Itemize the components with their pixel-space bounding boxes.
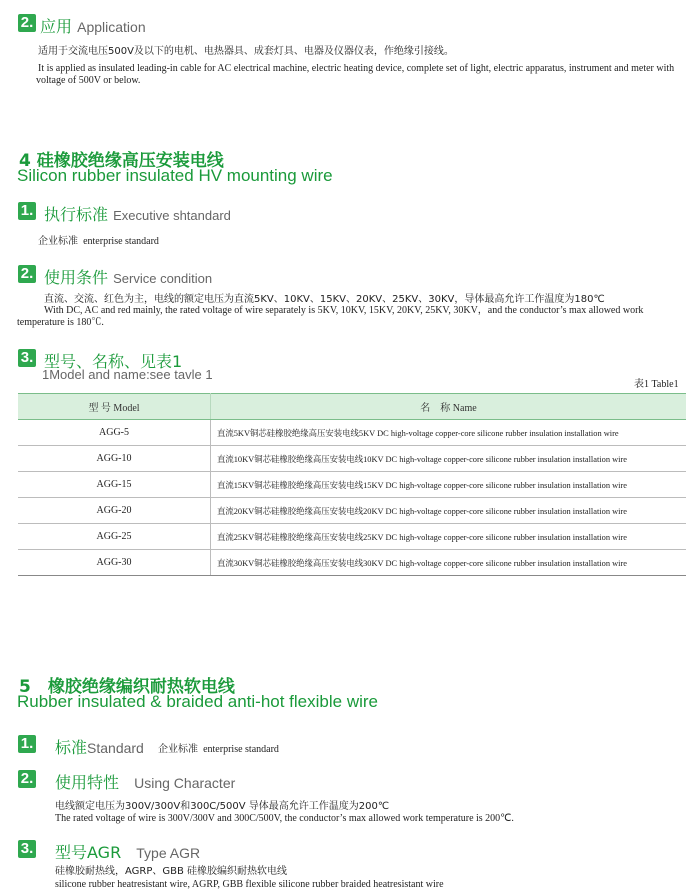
heading-en: Executive shtandard bbox=[113, 208, 231, 223]
application-text-en: It is applied as insulated leading-in cable for AC electrical machine, electric heating device, complete set of light, electric apparatus, instrument and meter with voltage of 500V or below. bbox=[36, 63, 675, 86]
service-condition-heading bbox=[44, 265, 212, 288]
section-4-title-cn: 4 硅橡胶绝缘高压安装电线 bbox=[19, 151, 224, 171]
section-4-title-en: Silicon rubber insulated HV mounting wire bbox=[17, 166, 333, 185]
section-5-title-en: Rubber insulated & braided anti-hot flexible wire bbox=[17, 692, 378, 711]
heading-cn: 执行标准 bbox=[44, 205, 109, 224]
section-number-badge: 1. bbox=[18, 202, 36, 220]
standard-text bbox=[158, 737, 279, 756]
cell-model: AGG-5 bbox=[18, 420, 211, 446]
using-character-text-en: The rated voltage of wire is 300V/300V and 300C/500V, the conductor’s max allowed work temperature is 200℃. bbox=[55, 813, 514, 824]
cell-name: 直流10KV铜芯硅橡胶绝缘高压安装电线10KV DC high-voltage copper-core silicone rubber insulation installation wire bbox=[211, 446, 687, 472]
model-table bbox=[18, 393, 686, 576]
heading-en: Using Character bbox=[134, 775, 236, 791]
heading-en: Type AGR bbox=[136, 845, 201, 861]
header-model: 型 号 Model bbox=[18, 394, 211, 420]
executive-standard-heading bbox=[44, 202, 231, 225]
section-number-badge: 1. bbox=[18, 735, 36, 753]
cell-model: AGG-25 bbox=[18, 524, 211, 550]
executive-standard-text bbox=[38, 229, 159, 248]
table-row bbox=[18, 550, 686, 576]
heading-cn: 使用特性 bbox=[55, 773, 120, 792]
cell-name: 直流15KV铜芯硅橡胶绝缘高压安装电线15KV DC high-voltage copper-core silicone rubber insulation installation wire bbox=[211, 472, 687, 498]
cell-model: AGG-20 bbox=[18, 498, 211, 524]
service-condition-text-en: With DC, AC and red mainly, the rated voltage of wire separately is 5KV, 10KV, 15KV, 20KV, 25KV, 30KV，and the conductor’s max allowed work temperature is 180℃. bbox=[17, 305, 644, 328]
section-number-badge: 2. bbox=[18, 265, 36, 283]
heading-en: Service condition bbox=[113, 271, 213, 286]
cell-name: 直流5KV铜芯硅橡胶绝缘高压安装电线5KV DC high-voltage copper-core silicone rubber insulation installation wire bbox=[211, 420, 687, 446]
section-5-title-cn: 5 橡胶绝缘编织耐热软电线 bbox=[19, 677, 235, 697]
cell-model: AGG-10 bbox=[18, 446, 211, 472]
section-number-badge: 3. bbox=[18, 840, 36, 858]
table-row bbox=[18, 524, 686, 550]
using-character-heading bbox=[55, 770, 235, 793]
application-heading bbox=[40, 14, 146, 37]
cell-model: AGG-15 bbox=[18, 472, 211, 498]
cell-name: 直流20KV铜芯硅橡胶绝缘高压安装电线20KV DC high-voltage copper-core silicone rubber insulation installation wire bbox=[211, 498, 687, 524]
type-heading bbox=[55, 840, 200, 863]
using-character-text-cn: 电线额定电压为300V/300V和300C/500V 导体最高允许工作温度为200℃ bbox=[55, 801, 390, 812]
model-name-heading-en: 1Model and name:see tavle 1 bbox=[42, 367, 213, 382]
table-caption: 表1 Table1 bbox=[634, 379, 679, 390]
heading-cn: 标准 bbox=[55, 738, 88, 757]
service-condition-text-cn: 直流、交流、红色为主，电线的额定电压为直流5KV、10KV、15KV、20KV、25KV、30KV，导体最高允许工作温度为180℃ bbox=[44, 294, 605, 305]
standard-heading bbox=[55, 735, 144, 758]
cell-model: AGG-30 bbox=[18, 550, 211, 576]
section-number-badge: 2. bbox=[18, 770, 36, 788]
section-number-badge: 2. bbox=[18, 14, 36, 32]
standard-text-en: enterprise standard bbox=[203, 744, 279, 755]
heading-cn: 使用条件 bbox=[44, 268, 109, 287]
heading-en: Application bbox=[77, 19, 146, 35]
heading-en: Standard bbox=[87, 740, 144, 756]
table-row bbox=[18, 420, 686, 446]
header-name: 名 称 Name bbox=[211, 394, 687, 420]
table-row bbox=[18, 472, 686, 498]
table-header-row bbox=[18, 394, 686, 420]
type-text-en: silicone rubber heatresistant wire, AGRP, GBB flexible silicone rubber braided heatresistant wire bbox=[55, 879, 444, 890]
section-number-badge: 3. bbox=[18, 349, 36, 367]
application-text-cn: 适用于交流电压500V及以下的电机、电热器具、成套灯具、电器及仪器仪表，作绝缘引接线。 bbox=[38, 46, 454, 57]
standard-text-cn: 企业标准 bbox=[38, 236, 78, 247]
model-name-heading-cn: 型号、名称、见表1 bbox=[44, 352, 183, 371]
table-row bbox=[18, 446, 686, 472]
cell-name: 直流25KV铜芯硅橡胶绝缘高压安装电线25KV DC high-voltage copper-core silicone rubber insulation installation wire bbox=[211, 524, 687, 550]
standard-text-en: enterprise standard bbox=[83, 236, 159, 247]
cell-name: 直流30KV铜芯硅橡胶绝缘高压安装电线30KV DC high-voltage copper-core silicone rubber insulation installation wire bbox=[211, 550, 687, 576]
heading-cn: 型号AGR bbox=[55, 843, 122, 862]
standard-text-cn: 企业标准 bbox=[158, 744, 198, 755]
type-text-cn: 硅橡胶耐热线，AGRP、GBB 硅橡胶编织耐热软电线 bbox=[55, 866, 288, 877]
table-row bbox=[18, 498, 686, 524]
heading-cn: 应用 bbox=[40, 17, 73, 36]
